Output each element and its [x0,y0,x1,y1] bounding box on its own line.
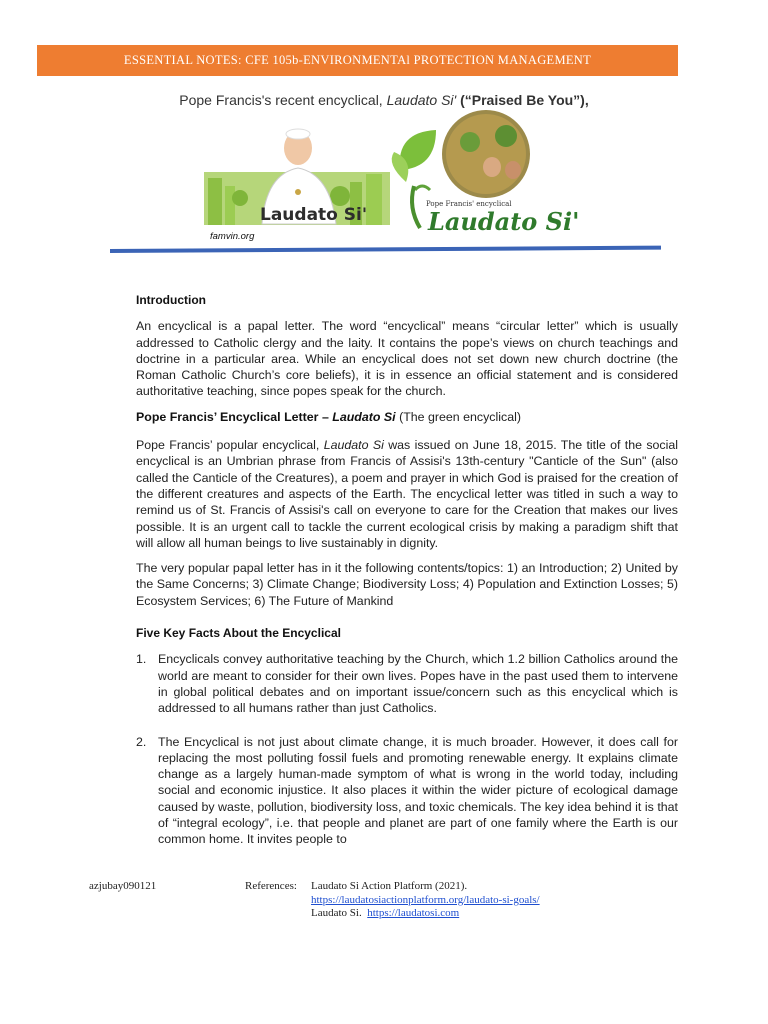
letter-p1-a: Pope Francis’ popular encyclical, [136,438,324,453]
hero-logo-right-small: Pope Francis' encyclical [426,200,512,208]
letter-p1-b: Laudato Si [323,438,384,453]
subtitle-bold: (“Praised Be You”), [456,92,589,108]
page-subtitle [0,92,768,108]
list-item [136,651,678,716]
subtitle-italic: Laudato Si' [386,92,457,108]
letter-p1-c: was issued on June 18, 2015. The title of the social encyclical is an Umbrian phrase from Francis of Assisi's 13th-century "Canticle of the Sun" (also called the Canticle of the Creatures), a poem and prayer in which God is praised for the creation of the different creatures and aspects of the Earth. The encyclical letter was titled in such a way to remind us of St. Francis of Assisi's call on everyone to care for the Creation that makes our lives possible. It is an urgent call to tackle the current ecological crisis by making a paradigm shift that will allow all human beings to live sustainably in dignity. [136,438,679,550]
intro-heading: Introduction [136,293,206,307]
fact-text: Encyclicals convey authoritative teaching by the Church, which 1.2 billion Catholics around the world are meant to consider for their own lives. Popes have in the past used them to intervene in global political debates and on important issue/concern such as this encyclical which is addressed to all humans rather than just Catholics. [158,652,678,716]
reference-1: Laudato Si Action Platform (2021). [311,880,468,892]
list-item [136,734,678,848]
facts-list [136,651,678,847]
letter-heading-a: Pope Francis’ Encyclical Letter – [136,409,333,424]
fact-number: 1. [136,652,147,667]
intro-paragraph: An encyclical is a papal letter. The word “encyclical” means “circular letter” which is usually addressed to Catholic clergy and the laity. It contains the pope’s views on church teachings and doctrine in a particular area. While an encyclical does not set down new church doctrine (the Roman Catholic Church’s core beliefs), it is in essence an official statement and is considered authoritative teaching, since popes speak for the church. [136,319,678,399]
header-banner: ESSENTIAL NOTES: CFE 105b-ENVIRONMENTAl PROTECTION MANAGEMENT [37,45,678,76]
footer-author: azjubay090121 [89,880,157,892]
main-content [136,292,678,865]
hero-logo-right: Laudato Si' [428,207,580,236]
fact-text: The Encyclical is not just about climate change, it is much broader. However, it does call for replacing the most polluting fossil fuels and promoting renewable energy. It explains climate change as a largely human-made symptom of what is wrong in the world today, including social and economic injustice. It also places it within the wider picture of ecological damage caused by waste, pollution, biodiversity loss, and toxic chemicals. The key idea behind it is that of “integral ecology”, i.e. that people and planet are part of one family where the Earth is our common home. It invites people to [158,734,678,847]
facts-heading: Five Key Facts About the Encyclical [136,626,341,641]
letter-heading-b: Laudato Si [332,409,396,424]
letter-paragraph-2: The very popular papal letter has in it the following contents/topics: 1) an Introduction; 2) United by the Same Concerns; 3) Climate Change; Biodiversity Loss; 4) Population and Extinction Losses; 5) Ecosystem Services; 6) The Future of Mankind [136,561,678,608]
reference-1-link[interactable]: https://laudatosiactionplatform.org/laudato-si-goals/ [311,893,540,906]
laudato-si-hero-image [200,112,580,247]
fact-number: 2. [136,734,147,749]
letter-heading-c: (The green encyclical) [395,409,521,424]
footer-references [311,880,691,921]
subtitle-prefix: Pope Francis's recent encyclical, [179,92,387,108]
reference-2: Laudato Si. [311,907,368,919]
hero-logo-left: Laudato Si' [260,205,368,225]
footer-references-label: References: [245,880,297,892]
reference-2-link[interactable]: https://laudatosi.com [367,907,460,919]
letter-heading [136,409,678,425]
image-caption: famvin.org [210,231,255,242]
divider-rule [110,246,661,253]
letter-paragraph-1 [136,437,678,551]
